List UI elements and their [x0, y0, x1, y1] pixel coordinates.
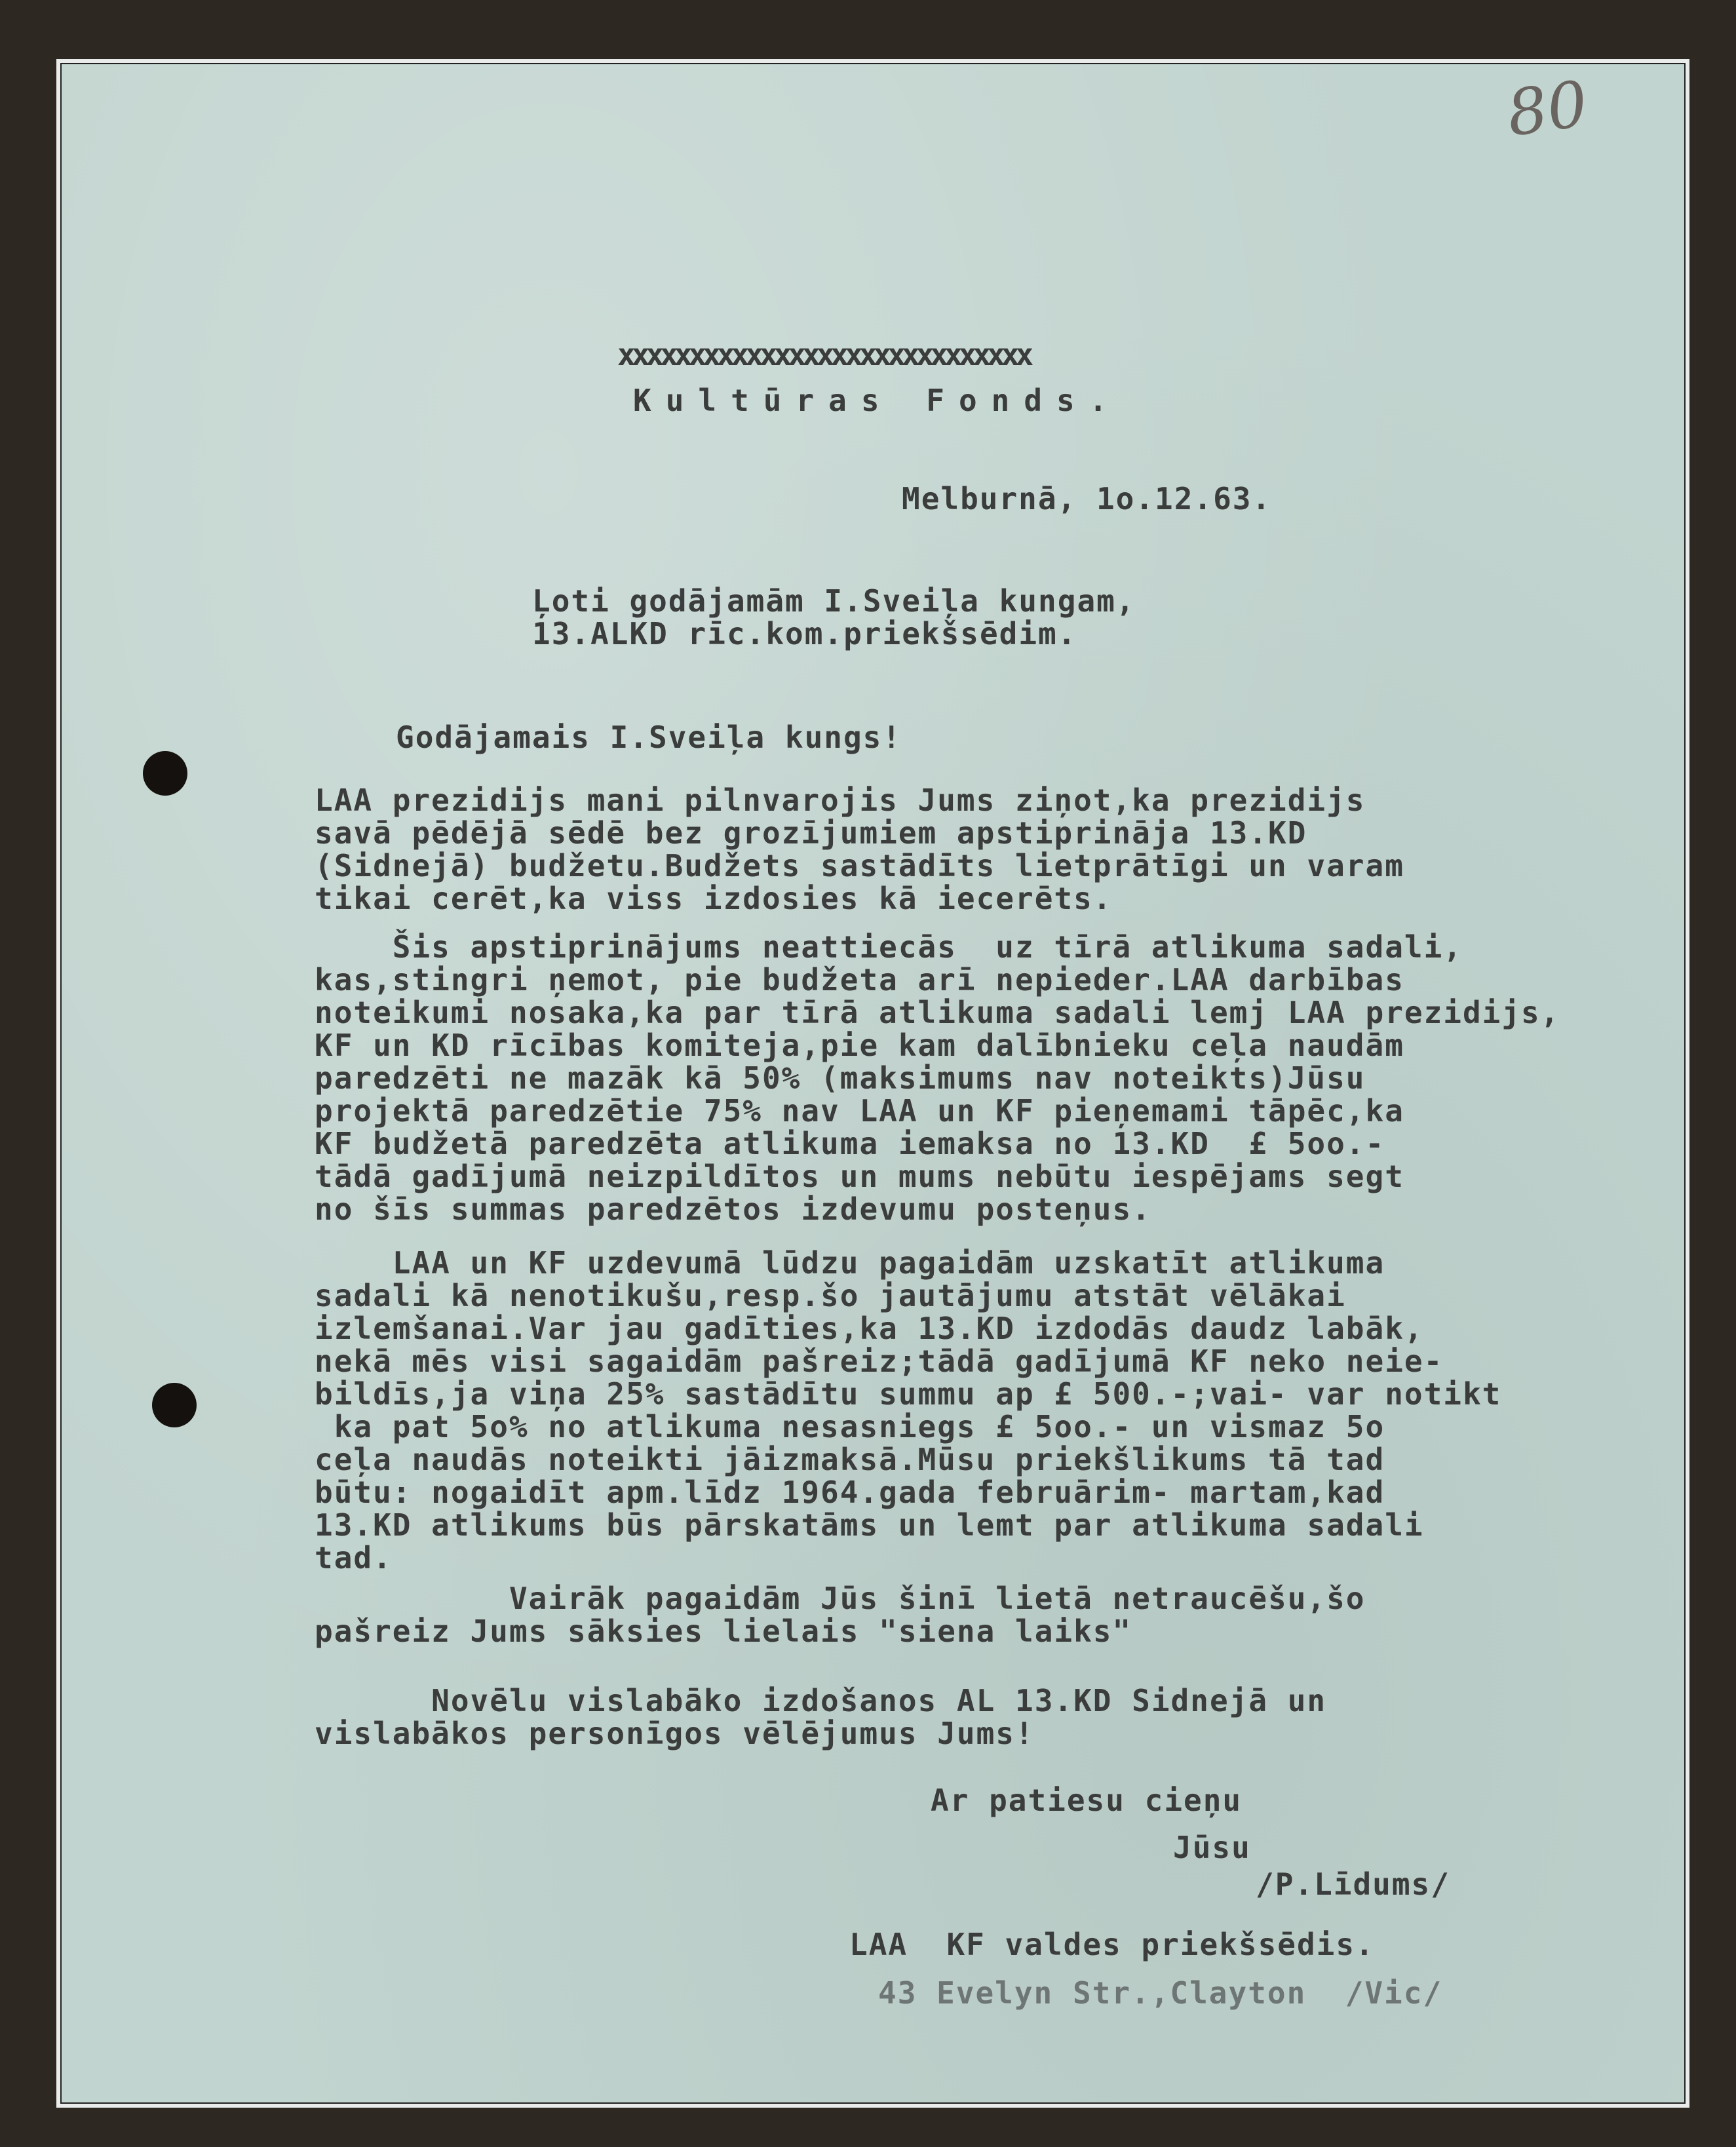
body-line: (Sidnejā) budžetu.Budžets sastādīts lietprātīgi un varam: [315, 848, 1404, 883]
handwritten-page-number: 80: [1502, 67, 1592, 151]
closing-yours: Jūsu: [1173, 1830, 1251, 1865]
body-line: izlemšanai.Var jau gadīties,ka 13.KD izdodās daudz labāk,: [315, 1311, 1424, 1346]
body-line: tikai cerēt,ka viss izdosies kā iecerēts.: [315, 881, 1113, 916]
recipient-line-2: 13.ALKD rīc.kom.priekšsēdim.: [532, 616, 1077, 651]
closing-regards: Ar patiesu cieņu: [931, 1783, 1243, 1818]
body-line: KF budžetā paredzēta atlikuma iemaksa no 13.KD £ 5oo.-: [315, 1126, 1385, 1161]
body-line: noteikumi nosaka,ka par tīrā atlikuma sadali lemj LAA prezidijs,: [315, 995, 1560, 1030]
body-line: vislabākos personīgos vēlējumus Jums!: [315, 1716, 1035, 1751]
body-line: Novēlu vislabāko izdošanos AL 13.KD Sidnejā un: [315, 1683, 1327, 1718]
body-line: savā pēdējā sēdē bez grozījumiem apstiprināja 13.KD: [315, 815, 1307, 851]
body-line: tādā gadījumā neizpildītos un mums nebūtu iespējams segt: [315, 1159, 1404, 1194]
body-line: ceļa naudās noteikti jāizmaksā.Mūsu priekšlikums tā tad: [315, 1442, 1385, 1477]
punch-hole-bottom: [152, 1383, 197, 1427]
signature-name: /P.Līdums/: [1256, 1867, 1450, 1902]
recipient-line-1: Ļoti godājamām I.Sveiļa kungam,: [532, 583, 1136, 619]
body-line: Vairāk pagaidām Jūs šinī lietā netraucēšu,šo: [315, 1581, 1366, 1616]
place-date: Melburnā, 1o.12.63.: [902, 481, 1272, 516]
body-line: bildīs,ja viņa 25% sastādītu summu ap £ 500.-;vai- var notikt: [315, 1376, 1502, 1412]
body-line: KF un KD rīcības komiteja,pie kam dalībnieku ceļa naudām: [315, 1028, 1404, 1063]
letterhead-title: Kultūras Fonds.: [633, 383, 1122, 418]
body-line: LAA prezidijs mani pilnvarojis Jums ziņot,ka prezidijs: [315, 783, 1366, 818]
body-line: LAA un KF uzdevumā lūdzu pagaidām uzskatīt atlikuma: [315, 1245, 1385, 1281]
body-line: nekā mēs visi sagaidām pašreiz;tādā gadījumā KF neko neie-: [315, 1344, 1444, 1379]
body-line: no šīs summas paredzētos izdevumu posteņus.: [315, 1191, 1151, 1227]
body-line: ka pat 5o% no atlikuma nesasniegs £ 5oo.- un vismaz 5o: [315, 1409, 1385, 1444]
body-line: 13.KD atlikums būs pārskatāms un lemt par atlikuma sadali: [315, 1507, 1424, 1543]
punch-hole-top: [143, 751, 187, 796]
body-line: tad.: [315, 1540, 393, 1576]
signer-address: 43 Evelyn Str.,Clayton /Vic/: [878, 1975, 1443, 2011]
body-line: paredzēti ne mazāk kā 50% (maksimums nav noteikts)Jūsu: [315, 1060, 1366, 1096]
body-line: kas,stingri ņemot, pie budžeta arī nepieder.LAA darbības: [315, 962, 1404, 997]
body-line: projektā paredzētie 75% nav LAA un KF pieņemami tāpēc,ka: [315, 1093, 1404, 1129]
body-line: Šis apstiprinājums neattiecās uz tīrā atlikuma sadali,: [315, 929, 1463, 965]
salutation: Godājamais I.Sveiļa kungs!: [396, 720, 902, 755]
crossed-out-line: xxxxxxxxxxxxxxxxxxxxxxxxxxxxx: [617, 337, 1030, 372]
body-line: sadali kā nenotikušu,resp.šo jautājumu atstāt vēlākai: [315, 1278, 1346, 1313]
signer-position: LAA KF valdes priekšsēdis.: [849, 1927, 1375, 1962]
body-line: būtu: nogaidīt apm.līdz 1964.gada februārim- martam,kad: [315, 1475, 1385, 1510]
body-line: pašreiz Jums sāksies lielais "siena laiks": [315, 1614, 1132, 1649]
